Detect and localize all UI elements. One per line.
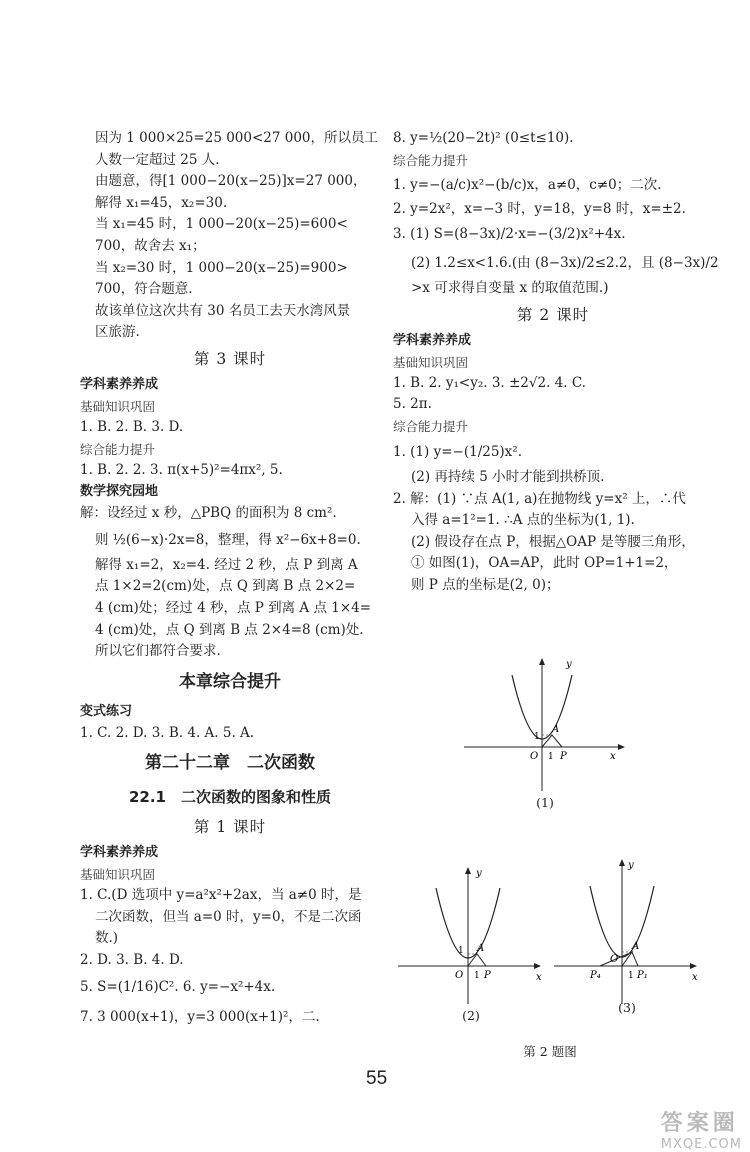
figure-caption: (3)	[618, 1000, 636, 1015]
text-line: 所以它们都符合要求.	[95, 643, 221, 660]
text-line: ① 如图(1)，OA=AP，此时 OP=1+1=2，	[411, 555, 678, 572]
tick-label-y: 1	[534, 732, 540, 742]
text-line: 5. S=(1/16)C². 6. y=−x²+4x.	[80, 978, 276, 995]
section-heading: 学科素养养成	[80, 845, 159, 861]
text-line: 2. y=2x²，x=−3 时，y=18，y=8 时，x=±2.	[393, 200, 686, 217]
text-line: (2) 1.2≤x<1.6.(由 (8−3x)/2≤2.2，且 (8−3x)/2	[411, 255, 719, 272]
chapter-title: 第二十二章 二次函数	[145, 753, 315, 774]
text-line: 当 x₁=45 时，1 000−20(x−25)=600<	[95, 216, 348, 233]
text-line: 则 P 点的坐标是(2, 0)；	[411, 576, 560, 593]
text-line: 解得 x₁=45，x₂=30.	[95, 194, 228, 211]
text-line: 故该单位这次共有 30 名员工去天水湾风景	[95, 302, 351, 319]
right-column	[393, 128, 719, 597]
origin-label: O	[610, 954, 619, 965]
subsection-label: 综合能力提升	[80, 441, 156, 457]
subsection-label: 综合能力提升	[393, 152, 469, 168]
axis-label-x: x	[610, 751, 616, 762]
lesson-title: 第 3 课时	[193, 349, 267, 368]
figure-1	[460, 655, 630, 810]
text-line: 则 ½(6−x)·2x=8，整理，得 x²−6x+8=0.	[95, 531, 361, 548]
exploration-solution	[80, 503, 380, 663]
text-line: 入得 a=1²=1. ∴A 点的坐标为(1, 1).	[411, 512, 635, 529]
point-label-a: A	[552, 724, 560, 735]
text-line: 区旅游.	[95, 324, 140, 341]
text-line: (2) 假设存在点 P，根据△OAP 是等腰三角形，	[411, 533, 695, 550]
tick-label-x: 1	[628, 971, 634, 981]
point-label-p: P	[484, 970, 491, 981]
text-line: 1. (1) y=−(1/25)x².	[393, 443, 523, 460]
text-line: 700，故舍去 x₁；	[95, 237, 206, 254]
point-label-p1: P₁	[637, 970, 648, 981]
origin-label: O	[455, 970, 464, 981]
tick-label-x: 1	[474, 971, 480, 981]
section-heading: 学科素养养成	[80, 376, 159, 392]
text-line: 8. y=½(20−2t)² (0≤t≤10).	[393, 130, 574, 146]
axis-label-y: y	[476, 868, 482, 879]
text-line: 4 (cm)处，点 Q 到离 B 点 2×4=8 (cm)处.	[95, 621, 364, 638]
text-line: 人数一定超过 25 人.	[95, 151, 220, 168]
text-line: 因为 1 000×25=25 000<27 000，所以员工	[95, 130, 379, 146]
site-watermark	[661, 1106, 742, 1152]
figures-caption: 第 2 题图	[523, 1044, 577, 1059]
lesson-title: 第 2 课时	[516, 305, 590, 324]
point-label-a: A	[477, 943, 485, 954]
tick-label-y: 1	[458, 946, 464, 956]
text-line: 数.)	[95, 930, 119, 947]
watermark-text: 答案圈	[660, 1111, 739, 1136]
chapter-summary-title: 本章综合提升	[179, 671, 281, 692]
text-line: 1. C.(D 选项中 y=a²x²+2ax，当 a≠0 时，是	[80, 887, 362, 904]
parabola-graph-1	[460, 655, 630, 795]
figure-3	[552, 850, 702, 1015]
axis-label-y: y	[566, 659, 572, 670]
subsection-label: 综合能力提升	[393, 418, 469, 434]
point-label-a: A	[632, 941, 640, 952]
answer-block-q7-cont	[80, 128, 380, 344]
text-line: 3. (1) S=(8−3x)/2·x=−(3/2)x²+4x.	[393, 226, 626, 243]
answers-line: 5. 2π.	[393, 396, 432, 413]
text-line: >x 可求得自变量 x 的取值范围.)	[411, 280, 609, 297]
text-line: 1. y=−(a/c)x²−(b/c)x，a≠0，c≠0；二次.	[393, 176, 662, 193]
answers-line: 1. B. 2. y₁<y₂. 3. ±2√2. 4. C.	[393, 374, 586, 391]
page-number: 55	[366, 1068, 388, 1089]
parabola-graph-3	[552, 850, 702, 1008]
subsection-label: 基础知识巩固	[80, 867, 156, 883]
text-line: 由题意，得[1 000−20(x−25)]x=27 000，	[95, 173, 367, 190]
parabola-graph-2	[396, 858, 546, 1008]
section-title: 22.1 二次函数的图象和性质	[128, 788, 331, 807]
subsection-label: 基础知识巩固	[80, 398, 156, 414]
answers-line: 1. B. 2. B. 3. D.	[80, 418, 184, 435]
answers-line: 1. B. 2. 2. 3. π(x+5)²=4πx², 5.	[80, 461, 283, 478]
subsection-label: 基础知识巩固	[393, 354, 469, 370]
axis-label-x: x	[536, 972, 542, 983]
figure-caption: (2)	[462, 1008, 480, 1023]
origin-label: O	[530, 751, 539, 762]
point-label-p4: P₄	[590, 970, 601, 981]
text-line: 点 1×2=2(cm)处，点 Q 到离 B 点 2×2=	[95, 578, 356, 595]
text-line: 解得 x₁=2，x₂=4. 经过 2 秒，点 P 到离 A	[95, 556, 358, 573]
figure-caption: (1)	[536, 795, 554, 810]
text-line: (2) 再持续 5 小时才能到拱桥顶.	[411, 468, 605, 485]
section-heading: 学科素养养成	[393, 332, 472, 348]
answers-line: 1. C. 2. D. 3. B. 4. A. 5. A.	[80, 724, 255, 741]
tick-label-x: 1	[548, 752, 554, 762]
text-line: 二次函数，但当 a=0 时，y=0，不是二次函	[95, 908, 362, 925]
axis-label-x: x	[692, 972, 698, 983]
watermark-url: MXQE.COM	[660, 1137, 742, 1152]
text-line: 4 (cm)处；经过 4 秒，点 P 到离 A 点 1×4=	[95, 599, 372, 616]
text-line: 当 x₂=30 时，1 000−20(x−25)=900>	[95, 259, 348, 276]
text-line: 2. 解：(1) ∵点 A(1, a)在抛物线 y=x² 上，∴代	[393, 490, 686, 507]
figure-2	[396, 858, 546, 1023]
point-label-p: P	[560, 751, 567, 762]
text-line: 解：设经过 x 秒，△PBQ 的面积为 8 cm².	[80, 505, 337, 522]
axis-label-y: y	[628, 860, 634, 871]
text-line: 7. 3 000(x+1)，y=3 000(x+1)²，二.	[80, 1008, 320, 1025]
text-line: 700，符合题意.	[95, 281, 193, 298]
section-heading: 数学探究园地	[80, 484, 159, 500]
text-line: 2. D. 3. B. 4. D.	[80, 952, 184, 969]
section-heading: 变式练习	[80, 703, 133, 719]
left-column	[80, 128, 380, 1032]
lesson-title: 第 1 课时	[193, 818, 267, 837]
